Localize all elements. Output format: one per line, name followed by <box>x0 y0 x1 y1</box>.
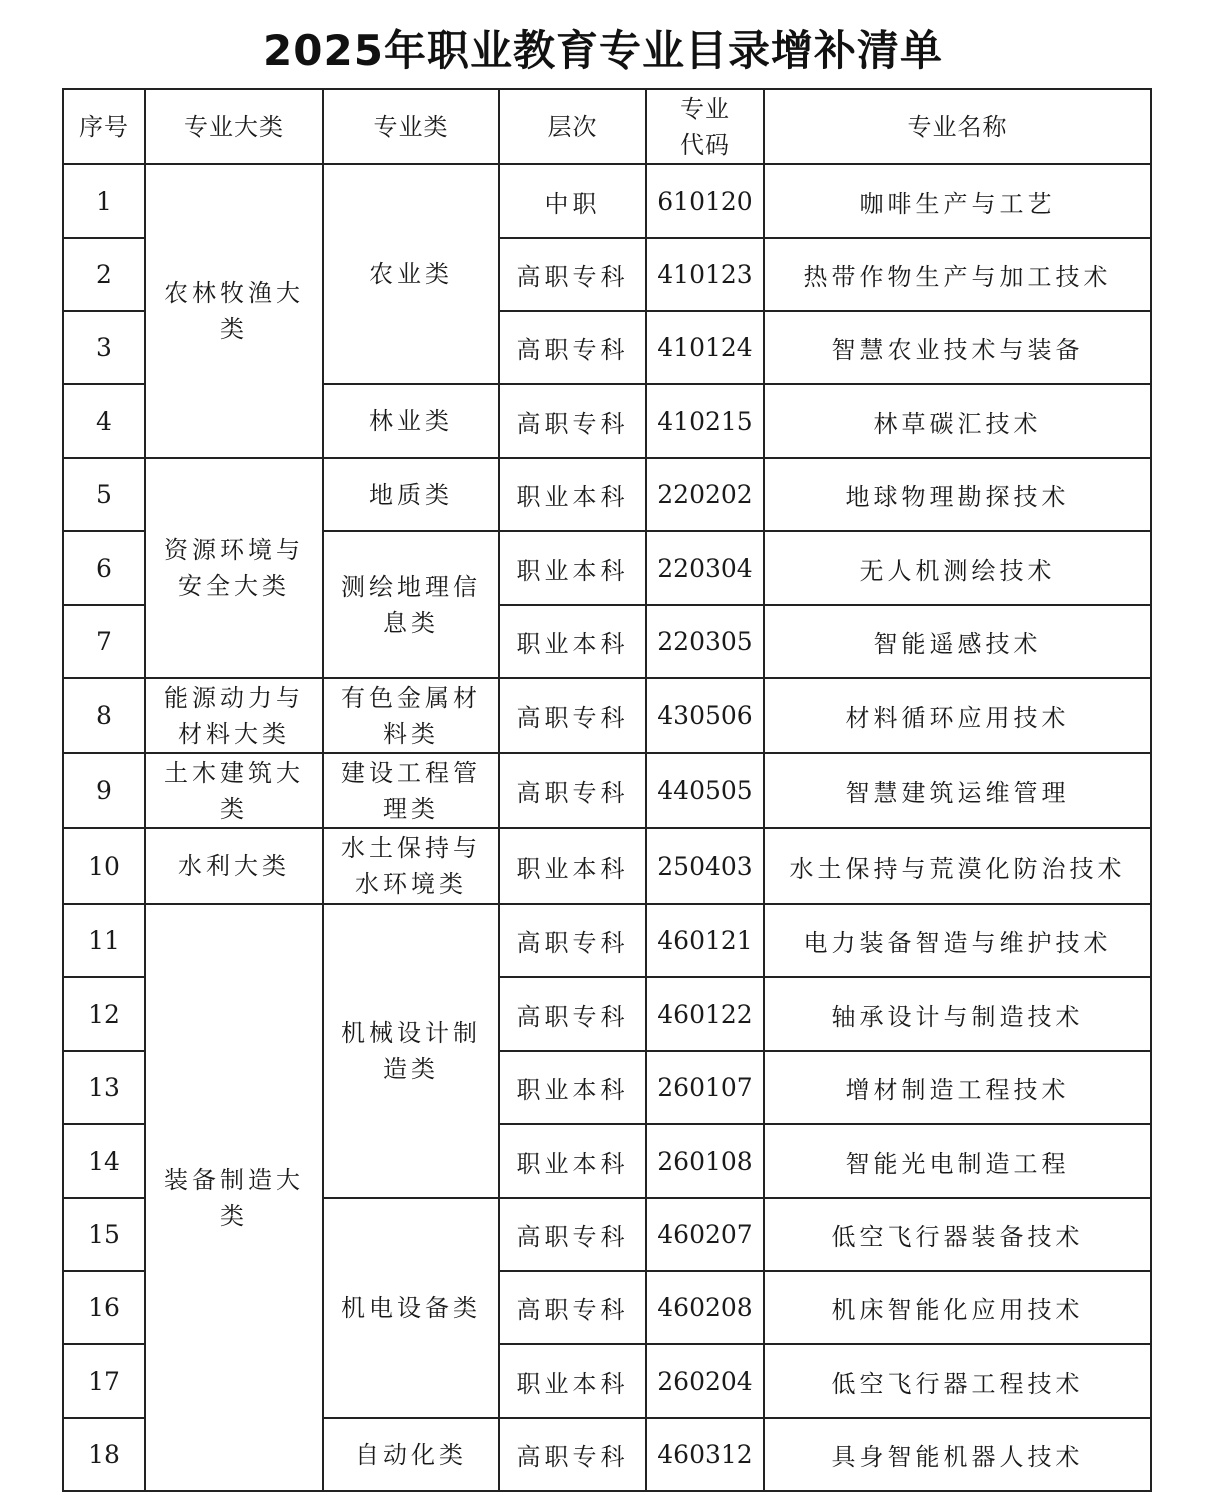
cell-code: 460122 <box>646 977 764 1051</box>
cell-no: 10 <box>63 828 145 904</box>
cell-major-group <box>145 678 323 753</box>
cell-code: 460121 <box>646 904 764 977</box>
cell-code: 260204 <box>646 1344 764 1418</box>
cell-level: 高职专科 <box>499 904 646 977</box>
cell-level: 高职专科 <box>499 678 646 753</box>
cell-category-text: 自动化类 <box>355 1440 467 1469</box>
header-row <box>63 89 1151 164</box>
table-row <box>63 458 1151 531</box>
cell-name: 智慧建筑运维管理 <box>764 753 1151 828</box>
cell-code: 260107 <box>646 1051 764 1124</box>
cell-level: 高职专科 <box>499 1418 646 1491</box>
cell-no: 8 <box>63 678 145 753</box>
cell-code: 440505 <box>646 753 764 828</box>
cell-no: 15 <box>63 1198 145 1271</box>
cell-name: 林草碳汇技术 <box>764 384 1151 458</box>
header-category: 专业类 <box>323 89 499 164</box>
cell-level: 职业本科 <box>499 1344 646 1418</box>
cell-level: 职业本科 <box>499 531 646 605</box>
header-level: 层次 <box>499 89 646 164</box>
major-list-table <box>62 88 1152 1492</box>
cell-major-group-text: 农林牧渔大类 <box>164 279 304 343</box>
cell-no: 1 <box>63 164 145 238</box>
cell-major-group-text: 能源动力与材料大类 <box>164 683 304 748</box>
cell-level: 职业本科 <box>499 458 646 531</box>
table-row <box>63 753 1151 828</box>
cell-major-group <box>145 828 323 904</box>
table-row <box>63 164 1151 238</box>
cell-category-text: 测绘地理信息类 <box>341 572 481 637</box>
cell-major-group-text: 装备制造大类 <box>164 1165 304 1230</box>
header-name: 专业名称 <box>764 89 1151 164</box>
table-row <box>63 828 1151 904</box>
cell-name: 智能光电制造工程 <box>764 1124 1151 1198</box>
cell-major-group <box>145 753 323 828</box>
cell-no: 18 <box>63 1418 145 1491</box>
page-title: 2025年职业教育专业目录增补清单 <box>263 26 943 75</box>
cell-name: 热带作物生产与加工技术 <box>764 238 1151 311</box>
cell-level: 高职专科 <box>499 238 646 311</box>
cell-name: 水土保持与荒漠化防治技术 <box>764 828 1151 904</box>
cell-code: 220305 <box>646 605 764 678</box>
cell-level: 职业本科 <box>499 1051 646 1124</box>
cell-no: 16 <box>63 1271 145 1344</box>
cell-name: 智慧农业技术与装备 <box>764 311 1151 384</box>
cell-no: 7 <box>63 605 145 678</box>
header-no: 序号 <box>63 89 145 164</box>
cell-no: 6 <box>63 531 145 605</box>
cell-level: 高职专科 <box>499 1271 646 1344</box>
cell-code: 260108 <box>646 1124 764 1198</box>
cell-category-text: 农业类 <box>369 260 453 288</box>
cell-name: 具身智能机器人技术 <box>764 1418 1151 1491</box>
cell-no: 14 <box>63 1124 145 1198</box>
cell-category <box>323 458 499 531</box>
cell-name: 咖啡生产与工艺 <box>764 164 1151 238</box>
table-row <box>63 904 1151 977</box>
cell-no: 4 <box>63 384 145 458</box>
table-row <box>63 678 1151 753</box>
cell-category <box>323 1418 499 1491</box>
cell-category <box>323 1198 499 1418</box>
cell-name: 低空飞行器装备技术 <box>764 1198 1151 1271</box>
cell-no: 9 <box>63 753 145 828</box>
cell-category-text: 水土保持与水环境类 <box>341 834 481 898</box>
cell-name: 无人机测绘技术 <box>764 531 1151 605</box>
cell-name: 增材制造工程技术 <box>764 1051 1151 1124</box>
header-code: 专业代码 <box>646 89 764 164</box>
cell-code: 220202 <box>646 458 764 531</box>
cell-no: 13 <box>63 1051 145 1124</box>
cell-category <box>323 384 499 458</box>
cell-code: 610120 <box>646 164 764 238</box>
cell-category-text: 有色金属材料类 <box>341 683 481 748</box>
cell-category <box>323 828 499 904</box>
cell-category <box>323 531 499 678</box>
cell-code: 430506 <box>646 678 764 753</box>
cell-major-group <box>145 904 323 1491</box>
cell-code: 410215 <box>646 384 764 458</box>
cell-code: 410123 <box>646 238 764 311</box>
cell-no: 12 <box>63 977 145 1051</box>
cell-level: 职业本科 <box>499 605 646 678</box>
cell-level: 中职 <box>499 164 646 238</box>
cell-category <box>323 753 499 828</box>
cell-level: 高职专科 <box>499 977 646 1051</box>
cell-no: 3 <box>63 311 145 384</box>
cell-code: 220304 <box>646 531 764 605</box>
cell-level: 高职专科 <box>499 311 646 384</box>
cell-category-text: 机电设备类 <box>341 1294 481 1322</box>
cell-category-text: 地质类 <box>369 480 453 509</box>
cell-major-group-text: 水利大类 <box>178 852 290 880</box>
cell-category-text: 林业类 <box>369 407 453 435</box>
cell-major-group <box>145 458 323 678</box>
cell-name: 轴承设计与制造技术 <box>764 977 1151 1051</box>
cell-name: 材料循环应用技术 <box>764 678 1151 753</box>
cell-level: 高职专科 <box>499 384 646 458</box>
cell-category <box>323 904 499 1198</box>
cell-name: 低空飞行器工程技术 <box>764 1344 1151 1418</box>
cell-level: 职业本科 <box>499 828 646 904</box>
cell-major-group <box>145 164 323 458</box>
cell-category <box>323 678 499 753</box>
header-major-group: 专业大类 <box>145 89 323 164</box>
cell-level: 职业本科 <box>499 1124 646 1198</box>
cell-category-text: 建设工程管理类 <box>341 758 481 823</box>
cell-no: 5 <box>63 458 145 531</box>
cell-major-group-text: 土木建筑大类 <box>164 758 304 823</box>
cell-no: 17 <box>63 1344 145 1418</box>
cell-code: 460207 <box>646 1198 764 1271</box>
cell-category-text: 机械设计制造类 <box>341 1019 481 1083</box>
cell-code: 460208 <box>646 1271 764 1344</box>
cell-code: 460312 <box>646 1418 764 1491</box>
cell-code: 250403 <box>646 828 764 904</box>
cell-category <box>323 164 499 384</box>
cell-no: 11 <box>63 904 145 977</box>
cell-level: 高职专科 <box>499 753 646 828</box>
cell-name: 电力装备智造与维护技术 <box>764 904 1151 977</box>
cell-name: 机床智能化应用技术 <box>764 1271 1151 1344</box>
cell-no: 2 <box>63 238 145 311</box>
cell-level: 高职专科 <box>499 1198 646 1271</box>
cell-name: 地球物理勘探技术 <box>764 458 1151 531</box>
cell-code: 410124 <box>646 311 764 384</box>
cell-major-group-text: 资源环境与安全大类 <box>164 536 304 600</box>
cell-name: 智能遥感技术 <box>764 605 1151 678</box>
